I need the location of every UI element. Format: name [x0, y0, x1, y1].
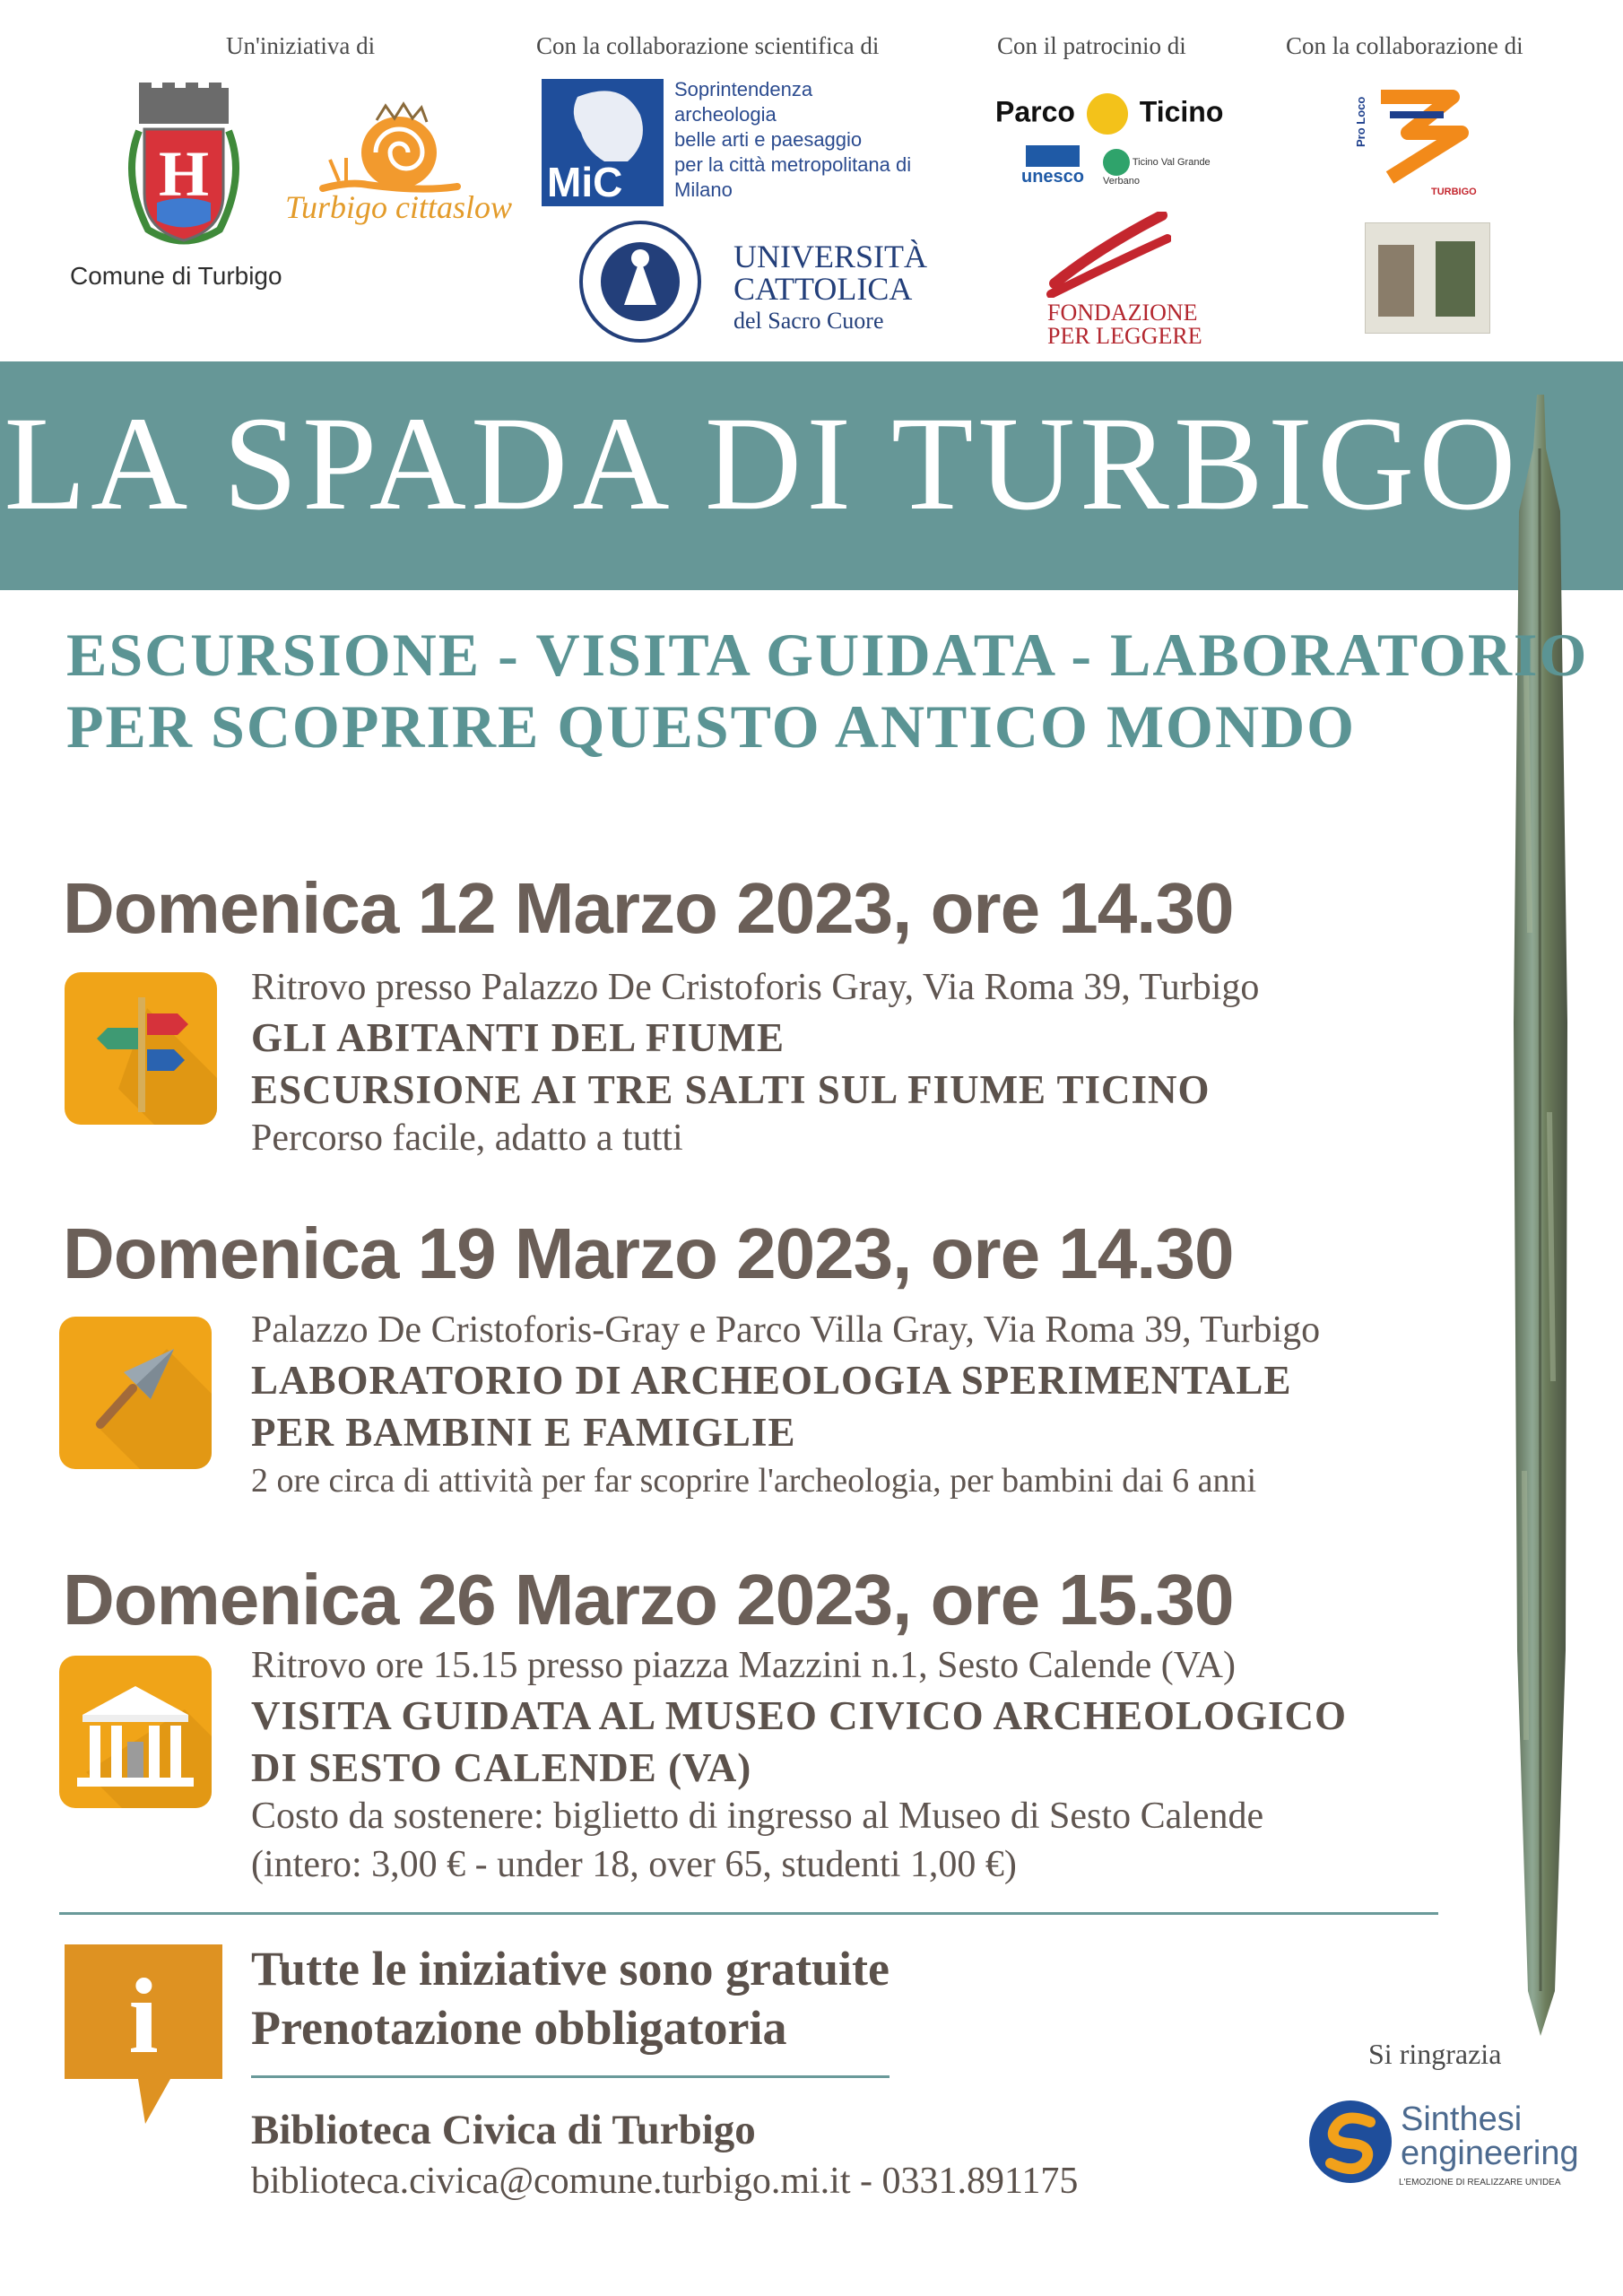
event-date: Domenica 12 Marzo 2023, ore 14.30 — [63, 868, 1234, 948]
event-icon-tile — [65, 972, 217, 1125]
event-detail: (intero: 3,00 € - under 18, over 65, studenti 1,00 €) — [251, 1844, 1017, 1885]
cattolica-line: CATTOLICA — [733, 271, 913, 307]
mic-logo — [542, 79, 664, 206]
soprintendenza-line: archeologia — [674, 103, 777, 126]
proloco-city-label: TURBIGO — [1431, 187, 1477, 197]
sinthesi-line: engineering — [1401, 2135, 1579, 2172]
sinthesi-tagline: L'EMOZIONE DI REALIZZARE UN'IDEA — [1399, 2178, 1561, 2187]
info-callout-icon — [65, 1944, 222, 2124]
biosphere-label: Ticino Val Grande Verbano — [1103, 156, 1211, 187]
event-heading: PER BAMBINI E FAMIGLIE — [251, 1410, 796, 1455]
soprintendenza-text — [674, 77, 911, 203]
library-name: Biblioteca Civica di Turbigo — [251, 2107, 756, 2153]
section-divider — [59, 1912, 1438, 1915]
scientific-collaboration-caption: Con la collaborazione scientifica di — [536, 32, 880, 59]
fondazione-line: FONDAZIONE — [1047, 300, 1198, 326]
cattolica-line: UNIVERSITÀ — [733, 239, 927, 274]
event-icon-tile — [59, 1317, 212, 1469]
event-icon-tile — [59, 1656, 212, 1808]
main-title: LA SPADA DI TURBIGO — [4, 389, 1521, 538]
comune-turbigo-crest-logo — [112, 77, 256, 257]
photo-figure — [1436, 241, 1475, 317]
event-location: Ritrovo ore 15.15 presso piazza Mazzini n.1, Sesto Calende (VA) — [251, 1645, 1236, 1686]
event-heading: LABORATORIO DI ARCHEOLOGIA SPERIMENTALE — [251, 1358, 1292, 1403]
parco-ticino-logo — [995, 93, 1223, 135]
library-contact[interactable]: biblioteca.civica@comune.turbigo.mi.it - 0331.891175 — [251, 2161, 1079, 2202]
event-heading: GLI ABITANTI DEL FIUME — [251, 1015, 785, 1060]
cittaslow-label: Turbigo cittaslow — [285, 189, 513, 225]
soprintendenza-line: belle arti e paesaggio — [674, 128, 863, 151]
cattolica-seal-logo — [577, 219, 703, 344]
fondazione-leggere-swoosh-logo — [1046, 212, 1171, 298]
collaboration-caption: Con la collaborazione di — [1286, 32, 1523, 59]
subtitle-line-2: PER SCOPRIRE QUESTO ANTICO MONDO — [66, 692, 1357, 761]
unesco-logo — [1017, 145, 1089, 192]
event-detail: Costo da sostenere: biglietto di ingresso al Museo di Sesto Calende — [251, 1796, 1264, 1837]
fondazione-line: PER LEGGERE — [1047, 323, 1202, 349]
info-line-booking: Prenotazione obbligatoria — [251, 2001, 787, 2055]
collaboration-photo-thumbnail — [1365, 222, 1490, 334]
event-location: Palazzo De Cristoforis-Gray e Parco Villa Gray, Via Roma 39, Turbigo — [251, 1309, 1321, 1351]
event-location: Ritrovo presso Palazzo De Cristoforis Gray, Via Roma 39, Turbigo — [251, 967, 1260, 1008]
event-detail: 2 ore circa di attività per far scoprire l'archeologia, per bambini dai 6 anni — [251, 1462, 1257, 1500]
soprintendenza-line: Soprintendenza — [674, 78, 813, 100]
sinthesi-wordmark — [1401, 2102, 1579, 2170]
proloco-label: Pro Loco — [1354, 96, 1367, 147]
event-detail: Percorso facile, adatto a tutti — [251, 1118, 683, 1159]
initiative-caption: Un'iniziativa di — [226, 32, 376, 59]
soprintendenza-line: Milano — [674, 178, 733, 201]
info-line-free: Tutte le iniziative sono gratuite — [251, 1942, 890, 1996]
event-date: Domenica 26 Marzo 2023, ore 15.30 — [63, 1560, 1234, 1639]
biosphere-icon — [1103, 149, 1130, 176]
comune-label: Comune di Turbigo — [70, 262, 282, 290]
unesco-temple-icon — [1026, 145, 1080, 167]
trowel-icon — [59, 1317, 212, 1469]
svg-text:H: H — [158, 138, 210, 210]
unesco-label: unesco — [1020, 167, 1085, 187]
parco-label: Parco — [995, 95, 1075, 128]
biosphere-logo — [1103, 149, 1211, 187]
signpost-icon — [65, 972, 217, 1125]
ticino-label: Ticino — [1139, 95, 1224, 128]
info-letter: i — [128, 1956, 159, 2075]
thanks-caption: Si ringrazia — [1368, 2038, 1502, 2070]
sinthesi-line: Sinthesi — [1401, 2100, 1523, 2138]
mic-label: MiC — [547, 159, 623, 205]
info-divider — [251, 2075, 890, 2078]
fondazione-text — [1047, 301, 1202, 348]
museum-icon — [59, 1656, 212, 1808]
event-heading: ESCURSIONE AI TRE SALTI SUL FIUME TICINO — [251, 1067, 1211, 1112]
cattolica-line: del Sacro Cuore — [733, 308, 884, 334]
event-date: Domenica 19 Marzo 2023, ore 14.30 — [63, 1213, 1234, 1293]
cittaslow-snail-logo — [314, 99, 466, 197]
soprintendenza-line: per la città metropolitana di — [674, 153, 912, 176]
parco-ticino-emblem-icon — [1087, 93, 1128, 135]
cattolica-text — [733, 240, 927, 337]
subtitle-line-1: ESCURSIONE - VISITA GUIDATA - LABORATORIO — [66, 621, 1589, 689]
event-heading: VISITA GUIDATA AL MUSEO CIVICO ARCHEOLOGICO — [251, 1693, 1347, 1738]
patronage-caption: Con il patrocinio di — [997, 32, 1186, 59]
photo-figure — [1378, 245, 1414, 317]
event-heading: DI SESTO CALENDE (VA) — [251, 1745, 752, 1790]
proloco-turbigo-logo — [1354, 88, 1471, 187]
sinthesi-logo-icon — [1307, 2099, 1393, 2185]
